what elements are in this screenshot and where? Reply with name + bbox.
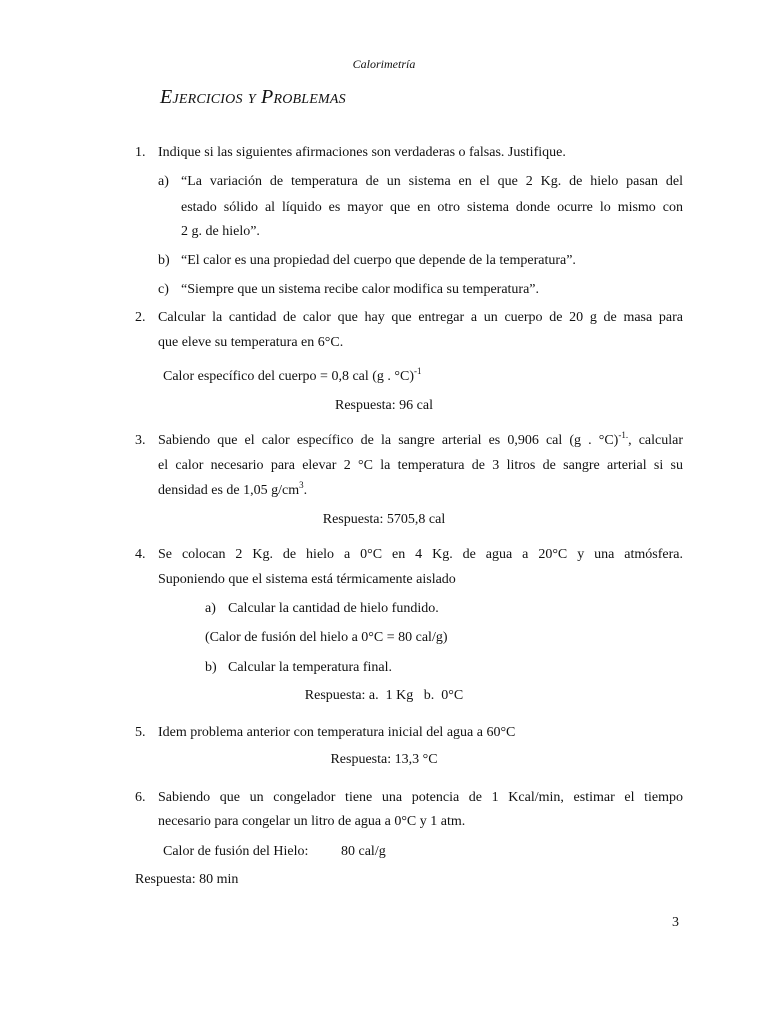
answer: Respuesta: 5705,8 cal [322,512,446,527]
answer: Respuesta: 96 cal [335,398,433,413]
problem-text: Sabiendo que el calor específico de la sangre arterial es 0,906 cal (g . °C)$^{-1.}$, calcular [158,430,683,448]
item-text: estado sólido al líquido es mayor que en otro sistema donde ocurre lo mismo con [181,200,683,215]
problem-number: 6. [135,790,146,805]
problem-number: 4. [135,547,146,562]
given-data-label: Calor de fusión del Hielo: [163,844,309,859]
item-label: a) [158,174,169,189]
given-data: Calor específico del cuerpo = 0,8 cal (g . °C)$^{-1}$ [163,366,422,384]
running-header: Calorimetría [352,57,416,71]
item-text: “El calor es una propiedad del cuerpo que depende de la temperatura”. [181,253,576,268]
problem-text: necesario para congelar un litro de agua a 0°C y 1 atm. [158,814,466,829]
problem-number: 3. [135,433,146,448]
problem-text: Suponiendo que el sistema está térmicamente aislado [158,572,456,587]
problem-number: 5. [135,725,146,740]
page-title: Ejercicios y Problemas [160,86,346,108]
given-data: (Calor de fusión del hielo a 0°C = 80 cal/g) [205,630,448,645]
item-text: “Siempre que un sistema recibe calor modifica su temperatura”. [181,282,540,297]
item-text: 2 g. de hielo”. [181,224,260,239]
item-label: b) [205,660,217,675]
problem-text: Se colocan 2 Kg. de hielo a 0°C en 4 Kg. de agua a 20°C y una atmósfera. [158,547,683,562]
problem-number: 1. [135,145,146,160]
problem-text: Calcular la cantidad de calor que hay que entregar a un cuerpo de 20 g de masa para [158,310,683,325]
item-text: “La variación de temperatura de un sistema en el que 2 Kg. de hielo pasan del [181,174,683,189]
page-number: 3 [672,915,679,930]
problem-text: Idem problema anterior con temperatura inicial del agua a 60°C [158,725,516,740]
answer: Respuesta: 80 min [135,872,239,887]
answer: Respuesta: a. 1 Kg b. 0°C [304,688,464,703]
problem-number: 2. [135,310,146,325]
problem-text: Sabiendo que un congelador tiene una potencia de 1 Kcal/min, estimar el tiempo [158,790,683,805]
item-label: b) [158,253,170,268]
item-label: a) [205,601,216,616]
item-label: c) [158,282,169,297]
problem-text: que eleve su temperatura en 6°C. [158,335,344,350]
given-data-value: 80 cal/g [341,844,386,859]
problem-text: Indique si las siguientes afirmaciones son verdaderas o falsas. Justifique. [158,145,566,160]
problem-text: densidad es de 1,05 $g/cm^3$. [158,480,308,498]
problem-text: el calor necesario para elevar 2 °C la temperatura de 3 litros de sangre arterial si su [158,458,683,473]
item-text: Calcular la temperatura final. [228,660,393,675]
answer: Respuesta: 13,3 °C [330,752,438,767]
item-text: Calcular la cantidad de hielo fundido. [228,601,439,616]
